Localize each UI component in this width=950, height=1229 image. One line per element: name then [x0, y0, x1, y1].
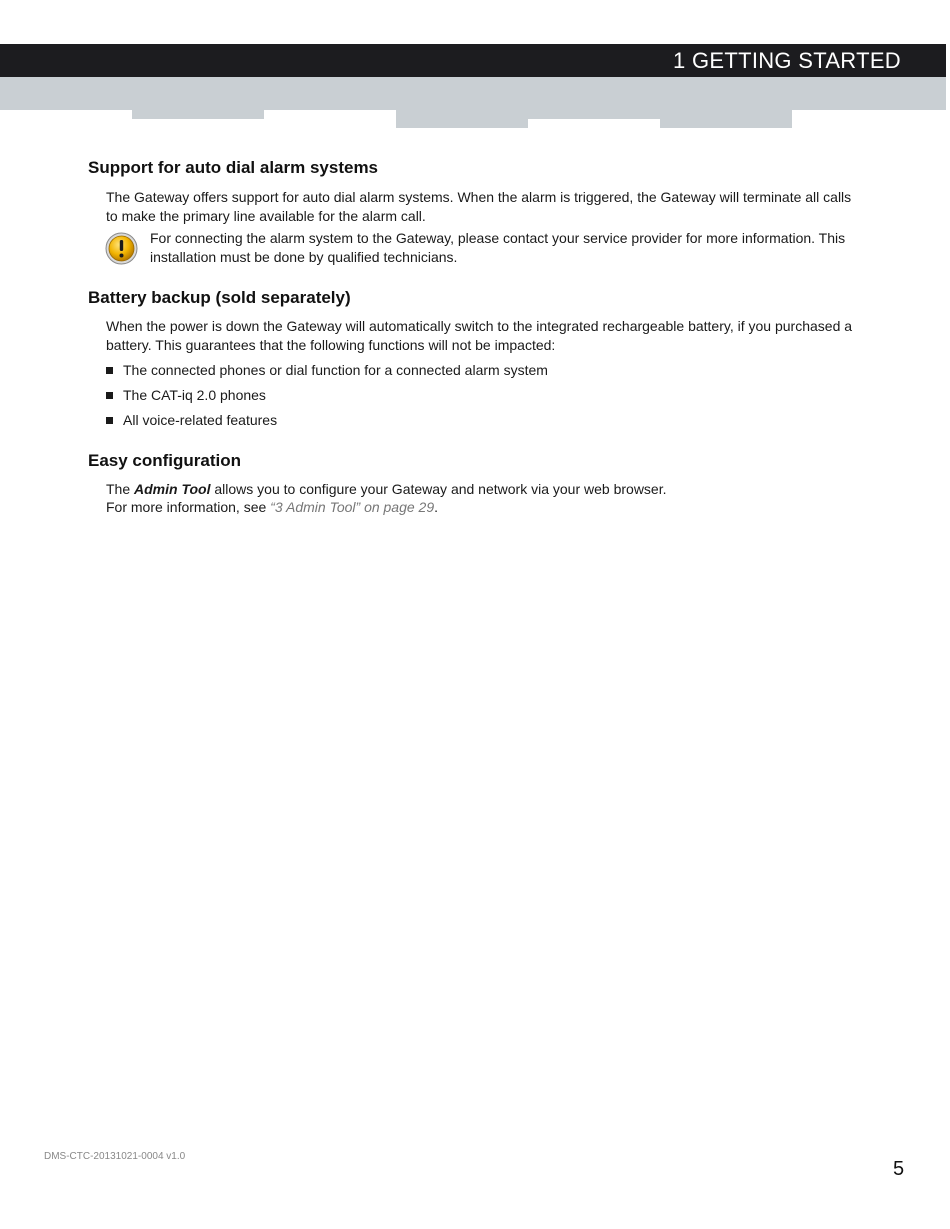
admin-tool-cross-reference-link[interactable]: “3 Admin Tool” on page 29 — [270, 499, 435, 515]
auto-dial-paragraph: The Gateway offers support for auto dial alarm systems. When the alarm is triggered, the Gateway will terminate all calls to make the primary line available for the alarm call. — [106, 189, 852, 224]
header-tab-decoration — [528, 110, 660, 119]
chapter-header-bar — [0, 44, 946, 77]
header-band — [0, 77, 946, 110]
section-heading-auto-dial: Support for auto dial alarm systems — [88, 158, 379, 177]
easy-config-line-1: The Admin Tool allows you to configure your Gateway and network via your web browser. — [106, 481, 667, 497]
page-number: 5 — [893, 1158, 905, 1180]
admin-tool-emphasis: Admin Tool — [134, 481, 211, 497]
section-heading-battery: Battery backup (sold separately) — [88, 288, 351, 307]
bullet-square-icon — [106, 392, 113, 399]
battery-paragraph: When the power is down the Gateway will automatically switch to the integrated rechargeable battery, if you purchased a battery. This guarantees that the following functions will not be impacted: — [106, 318, 853, 353]
list-item: All voice-related features — [106, 411, 277, 429]
document-code: DMS-CTC-20131021-0004 v1.0 — [44, 1151, 186, 1162]
header-tab-decoration — [132, 110, 264, 119]
chapter-title: 1 GETTING STARTED — [673, 48, 901, 73]
header-tab-decoration — [660, 110, 792, 128]
alarm-note-text: For connecting the alarm system to the Gateway, please contact your service provider for more information. This installation must be done by qualified technicians. — [150, 230, 846, 265]
list-item: The connected phones or dial function for a connected alarm system — [106, 361, 548, 379]
easy-config-line-2: For more information, see “3 Admin Tool” on page 29. — [106, 499, 439, 515]
section-heading-easy-config: Easy configuration — [88, 451, 242, 470]
header-tab-decoration — [396, 110, 528, 128]
bullet-square-icon — [106, 367, 113, 374]
list-item: The CAT-iq 2.0 phones — [106, 386, 266, 404]
warning-icon — [105, 232, 138, 265]
bullet-square-icon — [106, 417, 113, 424]
